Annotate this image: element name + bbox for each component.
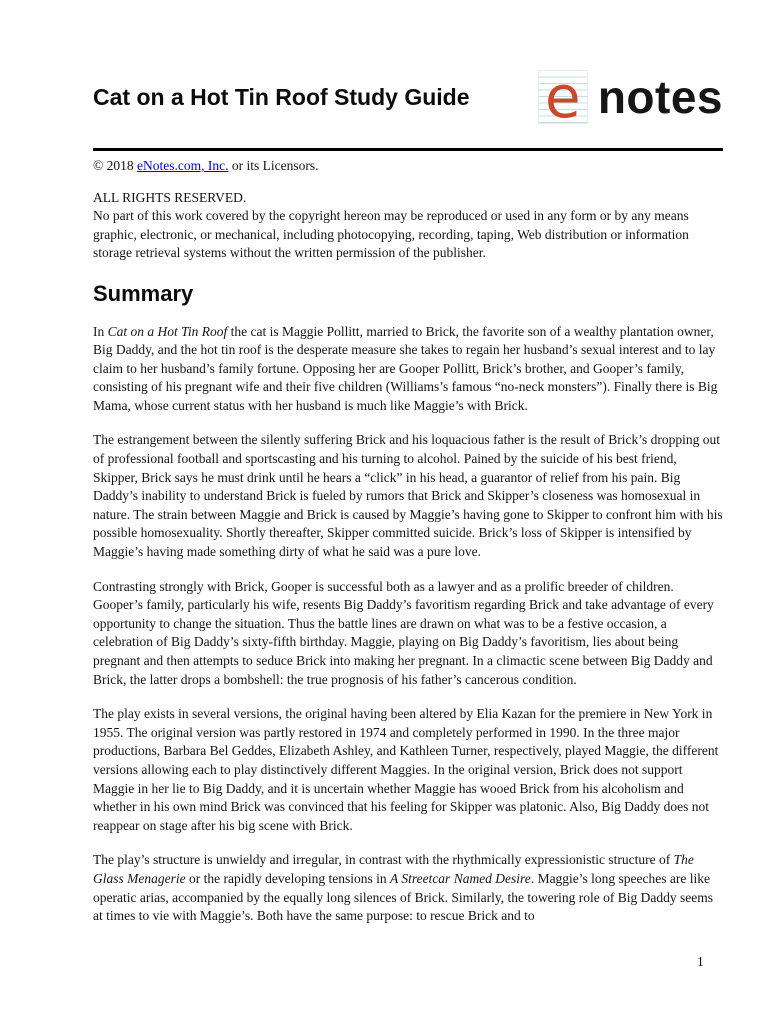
- enotes-link[interactable]: eNotes.com, Inc.: [137, 158, 229, 173]
- enotes-logo: [538, 70, 723, 124]
- copyright-line: [93, 157, 723, 176]
- rights-notice: [93, 189, 723, 263]
- work-title-italic: The Glass Menagerie: [93, 852, 694, 886]
- enotes-notepad-icon: [538, 70, 588, 124]
- summary-paragraph: [93, 705, 723, 835]
- text-segment: . Maggie’s long speeches are like operatic arias, accompanied by the equally long silences of Brick. Similarly, the towering role of Big Daddy seems at times to vie with Maggie’s. Both have the same purpose: to rescue Brick and to: [93, 870, 713, 924]
- text-segment: The estrangement between the silently suffering Brick and his loquacious father is the result of Brick’s dropping out of professional football and sportscasting and his turning to alcohol. Pained by the suicide of his best friend, Skipper, Brick says he must drink until he hears a “click” in his head, a guarantor of relief from his pain. Big Daddy’s inability to understand Brick is fueled by rumors that Brick and Skipper’s closeness was homosexual in nature. The strain between Maggie and Brick is caused by Maggie’s having gone to Skipper to confront him with his possible homosexuality. Shortly thereafter, Skipper committed suicide. Brick’s loss of Skipper is intensified by Maggie’s having made something dirty of what he said was a pure love.: [93, 432, 723, 560]
- summary-paragraph: [93, 851, 723, 925]
- header-divider: [93, 148, 723, 151]
- text-segment: the cat is Maggie Pollitt, married to Brick, the favorite son of a wealthy plantation owner, Big Daddy, and the hot tin roof is the desperate measure she takes to regain her husband’s sexual interest and to lay claim to her husband’s family fortune. Opposing her are Gooper Pollitt, Brick’s brother, and Gooper’s family, consisting of his pregnant wife and their five children (Williams’s famous “no-neck monsters”). Finally there is Big Mama, whose current status with her husband is much like Maggie’s with Brick.: [93, 323, 718, 413]
- summary-body: [93, 323, 723, 926]
- page-title: Cat on a Hot Tin Roof Study Guide: [93, 83, 470, 110]
- summary-paragraph: [93, 578, 723, 690]
- copyright-prefix: © 2018: [93, 158, 138, 173]
- work-title-italic: Cat on a Hot Tin Roof: [107, 323, 228, 339]
- rights-body-text: No part of this work covered by the copyright hereon may be reproduced or used in any form or by any means graphic, electronic, or mechanical, including photocopying, recording, taping, Web distribution or information storage retrieval systems without the written permission of the publisher.: [93, 208, 689, 260]
- work-title-italic: A Streetcar Named Desire: [389, 870, 531, 886]
- page-number: 1: [697, 954, 704, 969]
- copyright-suffix: or its Licensors.: [228, 158, 319, 173]
- document-header: [93, 68, 723, 126]
- text-segment: The play’s structure is unwieldy and irregular, in contrast with the rhythmically expressionistic structure of: [93, 852, 674, 868]
- text-segment: Contrasting strongly with Brick, Gooper is successful both as a lawyer and as a prolific breeder of children. Gooper’s family, particularly his wife, resents Big Daddy’s favoritism regarding Brick and take advantage of every opportunity to change the situation. Thus the battle lines are drawn on what was to be a festive occasion, a celebration of Big Daddy’s sixty-fifth birthday. Maggie, playing on Big Daddy’s favoritism, lies about being pregnant and then attempts to seduce Brick into making her pregnant. In a climactic scene between Big Daddy and Brick, the latter drops a bombshell: the true prognosis of his father’s cancerous condition.: [93, 578, 714, 687]
- text-segment: The play exists in several versions, the original having been altered by Elia Kazan for the premiere in New York in 1955. The original version was partly restored in 1974 and completely performed in 1990. In the three major productions, Barbara Bel Geddes, Elizabeth Ashley, and Kathleen Turner, respectively, played Maggie, the different versions allowing each to play distinctively different Maggies. In the original version, Brick does not support Maggie in her lie to Big Daddy, and it is uncertain whether Maggie has wooed Brick from his alcoholism and whether in his own mind Brick was convinced that his feeling for Skipper was platonic. Also, Big Daddy does not reappear on stage after his big scene with Brick.: [93, 706, 719, 833]
- text-segment: or the rapidly developing tensions in: [185, 870, 390, 886]
- rights-reserved-line: ALL RIGHTS RESERVED.: [93, 189, 247, 205]
- page-content: [93, 0, 723, 926]
- summary-paragraph: [93, 431, 723, 561]
- enotes-logo-wordmark: notes: [597, 71, 723, 123]
- summary-paragraph: [93, 323, 723, 416]
- summary-heading: Summary: [93, 280, 194, 306]
- text-segment: In: [93, 323, 108, 339]
- enotes-logo-e: e: [544, 70, 581, 124]
